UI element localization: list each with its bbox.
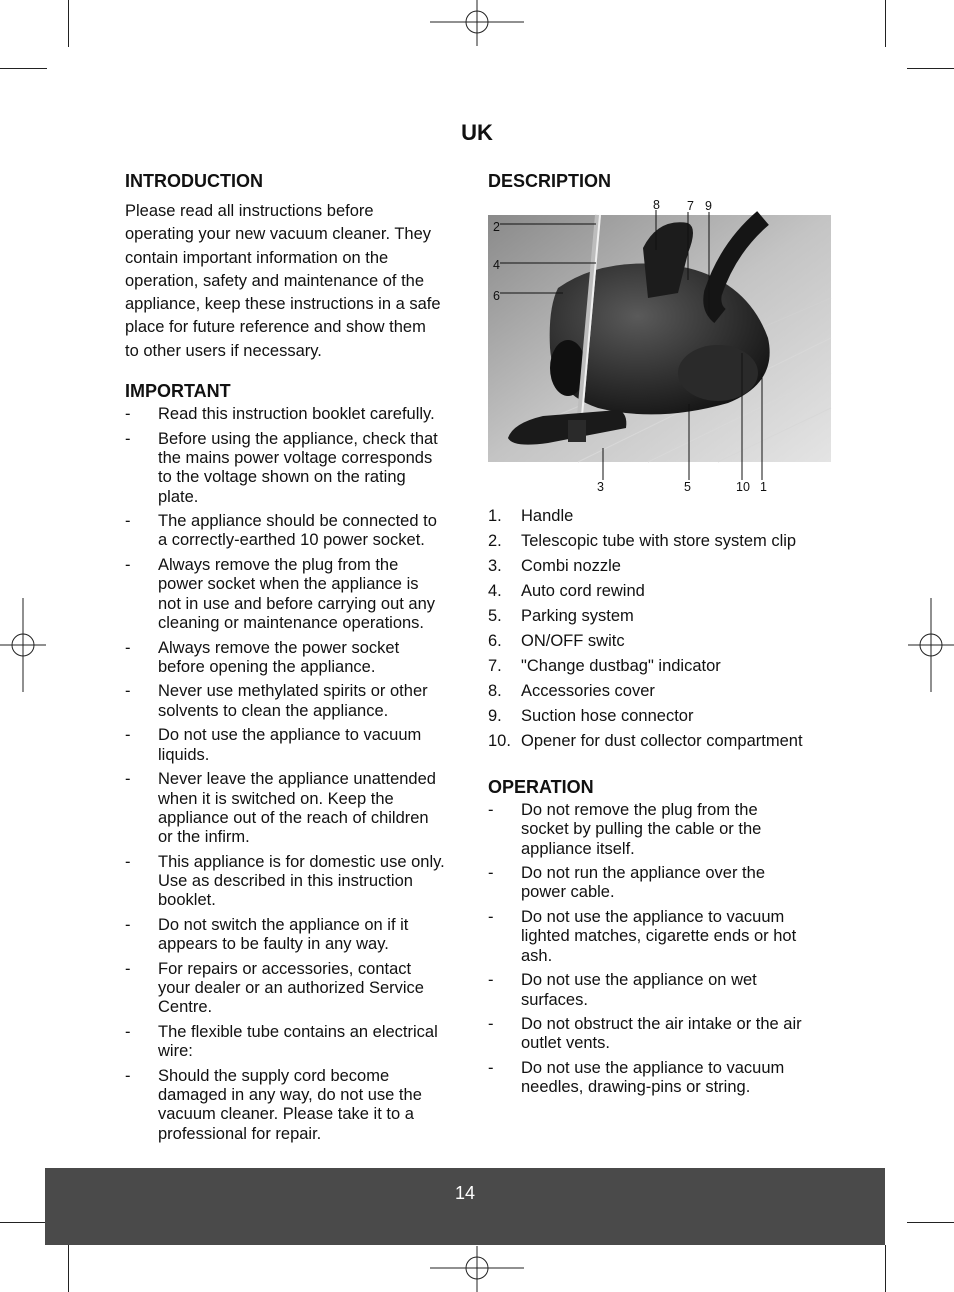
list-item-line: lighted matches, cigarette ends or hot [521, 927, 797, 946]
registration-mark-bottom [430, 1246, 524, 1292]
part-label: Suction hose connector [521, 707, 694, 725]
page-footer [45, 1168, 885, 1245]
right-column [488, 168, 833, 200]
list-item-line: power socket when the appliance is [158, 575, 419, 594]
part-item [488, 629, 833, 654]
list-item-line: Should the supply cord become [158, 1066, 390, 1085]
list-item-line: plate. [158, 487, 199, 506]
page-number: 14 [454, 1183, 476, 1203]
list-item [488, 864, 833, 903]
crop-mark [907, 1222, 954, 1223]
callout-label: 7 [687, 199, 694, 213]
list-item-line: solvents to clean the appliance. [158, 701, 389, 720]
part-number: 8. [488, 682, 502, 700]
part-item [488, 604, 833, 629]
crop-mark [885, 0, 886, 47]
part-number: 1. [488, 507, 502, 525]
list-item-line: to the voltage shown on the rating [158, 468, 406, 487]
important-list [125, 405, 467, 1144]
list-item-line: ash. [521, 946, 553, 965]
callout-label: 1 [760, 480, 767, 494]
part-label: Auto cord rewind [521, 582, 645, 600]
parts-section [488, 504, 833, 1103]
bullet-dash: - [488, 1015, 494, 1034]
callout-label: 3 [597, 480, 604, 494]
list-item-line: booklet. [158, 891, 216, 910]
part-item [488, 729, 833, 754]
list-item-line: Do not remove the plug from the [521, 801, 758, 819]
part-label: Telescopic tube with store system clip [521, 532, 797, 550]
bullet-dash: - [488, 1059, 494, 1078]
part-item [488, 704, 833, 729]
list-item-line: Centre. [158, 998, 213, 1017]
list-item [125, 1067, 467, 1144]
introduction-text: Please read all instructions before operating your new vacuum cleaner. They contain important information on the operation, safety and maintenance of the appliance, keep these instructions in a safe place for future reference and show them to other users if necessary. [125, 202, 441, 360]
crop-mark [907, 68, 954, 69]
list-item-line: Do not use the appliance on wet [521, 971, 757, 990]
part-item [488, 579, 833, 604]
list-item [125, 960, 467, 1018]
callout-label: 4 [493, 258, 500, 272]
list-item-line: Do not obstruct the air intake or the air [521, 1015, 802, 1034]
list-item-line: surfaces. [521, 990, 588, 1009]
list-item-line: liquids. [158, 745, 210, 764]
callout-label: 5 [684, 480, 691, 494]
list-item-line: Never leave the appliance unattended [158, 770, 436, 789]
part-label: Combi nozzle [521, 557, 621, 575]
part-number: 5. [488, 607, 502, 625]
list-item [488, 801, 833, 859]
list-item [125, 512, 467, 551]
list-item-line: a correctly-earthed 10 power socket. [158, 531, 425, 550]
part-number: 3. [488, 557, 502, 575]
bullet-dash: - [488, 864, 494, 883]
crop-mark [885, 1245, 886, 1292]
list-item-line: wire: [158, 1042, 193, 1061]
operation-heading: OPERATION [488, 777, 594, 797]
part-number: 10. [488, 732, 511, 750]
bullet-dash: - [125, 915, 131, 934]
registration-mark-top [430, 0, 524, 46]
part-label: Accessories cover [521, 682, 655, 700]
list-item [125, 916, 467, 955]
description-heading: DESCRIPTION [488, 171, 612, 191]
list-item [125, 430, 467, 507]
bullet-dash: - [488, 971, 494, 990]
part-item [488, 654, 833, 679]
callout-label: 10 [736, 480, 750, 494]
list-item-line: vacuum cleaner. Please take it to a [158, 1105, 414, 1124]
list-item [488, 908, 833, 966]
list-item-line: Do not use the appliance to vacuum [521, 1059, 785, 1078]
list-item-line: power cable. [521, 883, 615, 902]
important-heading: IMPORTANT [125, 381, 231, 402]
part-item [488, 679, 833, 704]
list-item-line: The appliance should be connected to [158, 512, 437, 531]
callout-label: 2 [493, 220, 500, 234]
part-number: 7. [488, 657, 502, 675]
list-item [125, 556, 467, 633]
list-item [125, 770, 467, 847]
bullet-dash: - [125, 429, 131, 448]
part-number: 4. [488, 582, 502, 600]
callout-label: 8 [653, 198, 660, 212]
part-number: 2. [488, 532, 502, 550]
list-item-line: appliance itself. [521, 839, 635, 858]
list-item-line: Do not use the appliance to vacuum [158, 726, 422, 745]
list-item-line: your dealer or an authorized Service [158, 979, 424, 998]
list-item-line: Do not use the appliance to vacuum [521, 908, 785, 927]
callout-label: 6 [493, 289, 500, 303]
left-column [125, 168, 467, 1149]
part-label: ON/OFF switc [521, 632, 625, 650]
list-item-line: before opening the appliance. [158, 657, 376, 676]
crop-mark [68, 1245, 69, 1292]
registration-mark-left [0, 598, 46, 692]
part-label: Handle [521, 507, 574, 525]
list-item [125, 639, 467, 678]
crop-mark [0, 68, 47, 69]
list-item-line: Never use methylated spirits or other [158, 682, 428, 701]
list-item [488, 1015, 833, 1054]
list-item [488, 1059, 833, 1098]
vacuum-cleaner-image [488, 198, 833, 498]
list-item-line: damaged in any way, do not use the [158, 1086, 422, 1105]
list-item-line: or the infirm. [158, 828, 250, 847]
list-item-line: Before using the appliance, check that [158, 429, 438, 448]
list-item-line: For repairs or accessories, contact [158, 959, 412, 978]
list-item [125, 682, 467, 721]
bullet-dash: - [488, 801, 494, 819]
list-item-line: socket by pulling the cable or the [521, 820, 762, 839]
list-item-line: not in use and before carrying out any [158, 594, 436, 613]
list-item [488, 971, 833, 1010]
list-item-line: outlet vents. [521, 1034, 610, 1053]
bullet-dash: - [125, 682, 131, 701]
list-item [125, 726, 467, 765]
crop-mark [68, 0, 69, 47]
bullet-dash: - [125, 726, 131, 745]
list-item-line: when it is switched on. Keep the [158, 789, 394, 808]
list-item-line: appears to be faulty in any way. [158, 935, 389, 954]
introduction-heading: INTRODUCTION [125, 171, 263, 191]
list-item-line: cleaning or maintenance operations. [158, 613, 425, 632]
bullet-dash: - [488, 908, 494, 927]
part-number: 6. [488, 632, 502, 650]
list-item-line: Use as described in this instruction [158, 871, 413, 890]
part-item [488, 504, 833, 529]
list-item-line: The flexible tube contains an electrical [158, 1022, 438, 1041]
bullet-dash: - [125, 1066, 131, 1085]
list-item-line: Always remove the power socket [158, 638, 400, 657]
part-item [488, 529, 833, 554]
parts-list [488, 504, 833, 754]
bullet-dash: - [125, 405, 131, 424]
bullet-dash: - [125, 1022, 131, 1041]
list-item-line: appliance out of the reach of children [158, 808, 429, 827]
list-item-line: Do not run the appliance over the [521, 864, 765, 883]
list-item-line: Do not switch the appliance on if it [158, 915, 409, 934]
bullet-dash: - [125, 512, 131, 531]
part-label: Opener for dust collector compartment [521, 732, 803, 750]
vacuum-cleaner-figure [488, 198, 833, 498]
part-label: "Change dustbag" indicator [521, 657, 721, 675]
list-item [125, 405, 467, 424]
bullet-dash: - [125, 770, 131, 789]
callout-label: 9 [705, 199, 712, 213]
language-heading: UK [461, 120, 493, 145]
operation-list [488, 801, 833, 1098]
list-item-line: This appliance is for domestic use only. [158, 852, 445, 871]
list-item-line: professional for repair. [158, 1124, 322, 1143]
list-item-line: Always remove the plug from the [158, 556, 399, 575]
bullet-dash: - [125, 556, 131, 575]
registration-mark-right [908, 598, 954, 692]
bullet-dash: - [125, 852, 131, 871]
list-item-line: needles, drawing-pins or string. [521, 1078, 751, 1097]
list-item-line: the mains power voltage corresponds [158, 448, 433, 467]
bullet-dash: - [125, 959, 131, 978]
list-item [125, 1023, 467, 1062]
list-item [125, 853, 467, 911]
part-label: Parking system [521, 607, 634, 625]
list-item-line: Read this instruction booklet carefully. [158, 405, 435, 424]
bullet-dash: - [125, 638, 131, 657]
crop-mark [0, 1222, 47, 1223]
part-item [488, 554, 833, 579]
part-number: 9. [488, 707, 502, 725]
